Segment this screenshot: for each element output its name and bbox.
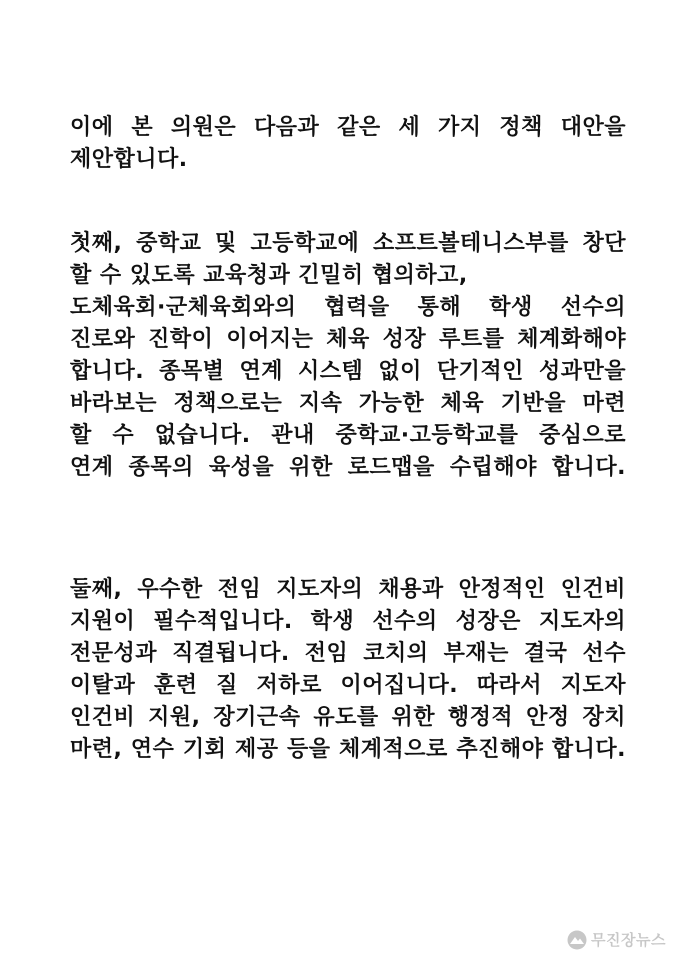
watermark-text: 무진장뉴스 bbox=[591, 931, 666, 949]
paragraph-first-proposal bbox=[70, 228, 626, 484]
text-line: 전문성과 직결됩니다. 전임 코치의 부재는 결국 선수 bbox=[70, 641, 626, 666]
paragraph-second-proposal bbox=[70, 574, 626, 766]
text-line: 제안합니다. bbox=[70, 147, 188, 172]
mountain-logo-icon bbox=[567, 930, 587, 950]
text-line: 바라보는 정책으로는 지속 가능한 체육 기반을 마련 bbox=[70, 391, 626, 416]
text-line: 도체육회·군체육회와의 협력을 통해 학생 선수의 bbox=[70, 295, 626, 320]
text-line: 마련, 연수 기회 제공 등을 체계적으로 추진해야 합니다. bbox=[70, 737, 626, 762]
text-line: 인건비 지원, 장기근속 유도를 위한 행정적 안정 장치 bbox=[70, 705, 626, 730]
text-line: 지원이 필수적입니다. 학생 선수의 성장은 지도자의 bbox=[70, 609, 626, 634]
text-line: 합니다. 종목별 연계 시스템 없이 단기적인 성과만을 bbox=[70, 359, 626, 384]
text-line: 할 수 없습니다. 관내 중학교·고등학교를 중심으로 bbox=[70, 423, 626, 448]
text-line: 첫째, 중학교 및 고등학교에 소프트볼테니스부를 창단 bbox=[70, 231, 626, 256]
text-line: 할 수 있도록 교육청과 긴밀히 협의하고, bbox=[70, 263, 468, 288]
text-line: 둘째, 우수한 전임 지도자의 채용과 안정적인 인건비 bbox=[70, 577, 626, 602]
text-line: 진로와 진학이 이어지는 체육 성장 루트를 체계화해야 bbox=[70, 327, 626, 352]
text-line: 연계 종목의 육성을 위한 로드맵을 수립해야 합니다. bbox=[70, 455, 626, 480]
paragraph-intro bbox=[70, 112, 626, 176]
watermark bbox=[567, 929, 666, 950]
text-line: 이탈과 훈련 질 저하로 이어집니다. 따라서 지도자 bbox=[70, 673, 626, 698]
text-line: 이에 본 의원은 다음과 같은 세 가지 정책 대안을 bbox=[70, 115, 626, 140]
